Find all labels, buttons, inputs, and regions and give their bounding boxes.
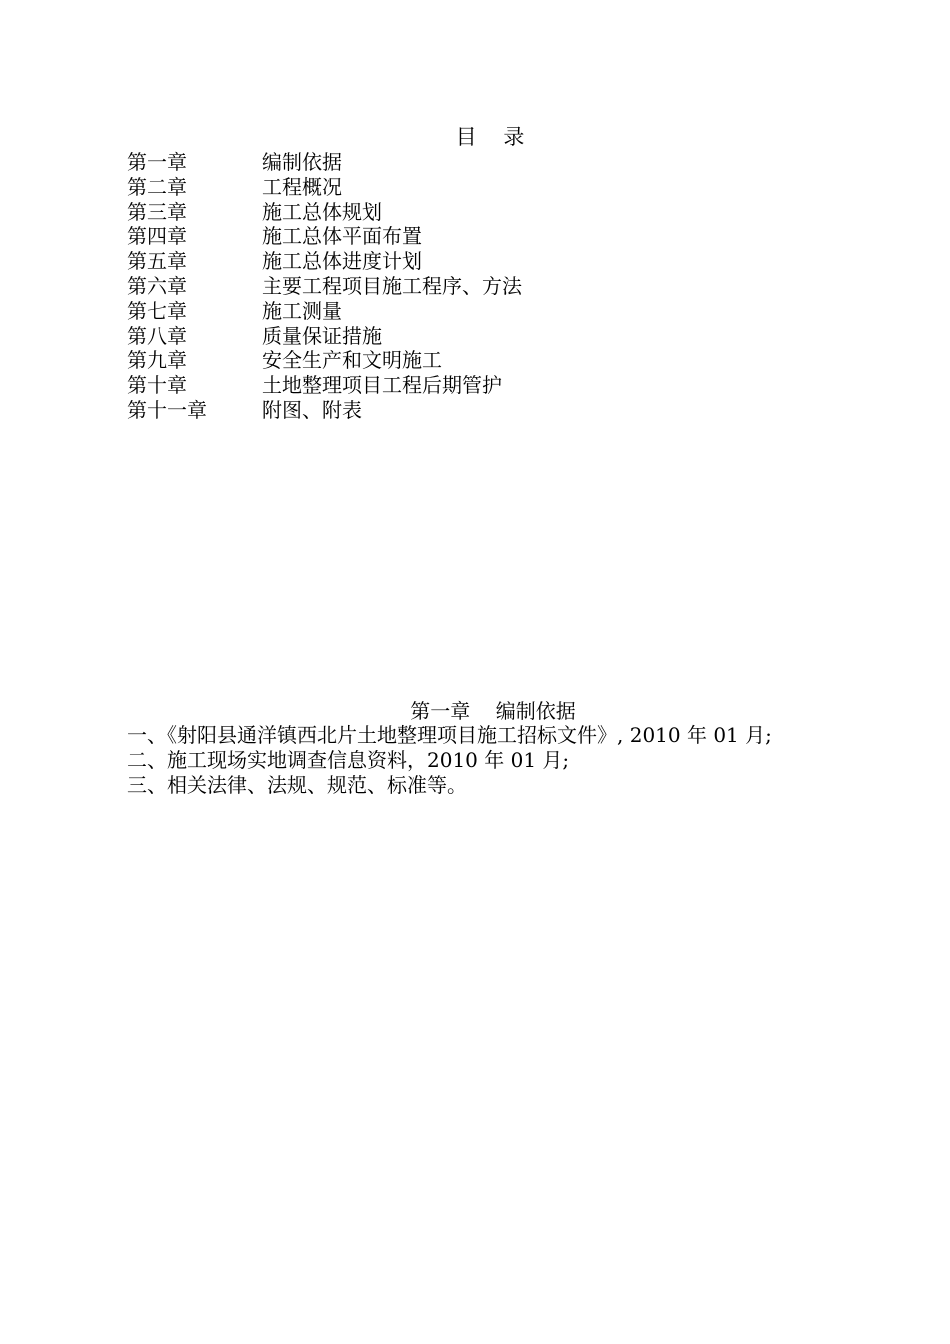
toc-entry <box>127 249 522 274</box>
toc-chapter-label: 第八章 <box>127 323 187 348</box>
toc-chapter-label: 第五章 <box>127 249 187 274</box>
toc-entry <box>127 150 522 175</box>
toc-entry <box>127 398 522 423</box>
toc-chapter-name: 施工总体规划 <box>262 199 382 224</box>
toc-chapter-name: 质量保证措施 <box>262 323 382 348</box>
toc-chapter-name: 编制依据 <box>262 150 342 174</box>
toc-chapter-label: 第十章 <box>127 373 187 398</box>
toc-chapter-name: 施工总体进度计划 <box>262 249 422 274</box>
toc-chapter-label: 第二章 <box>127 174 187 199</box>
toc-chapter-name: 主要工程项目施工程序、方法 <box>262 273 522 298</box>
toc-entry <box>127 324 522 349</box>
toc-entry <box>127 348 522 373</box>
toc-chapter-name: 土地整理项目工程后期管护 <box>262 373 502 398</box>
toc-entry <box>127 274 522 299</box>
toc-entry <box>127 224 522 249</box>
toc-entry <box>127 200 522 225</box>
toc-entry <box>127 175 522 200</box>
toc-list <box>127 150 522 423</box>
toc-chapter-label: 第十一章 <box>127 397 207 422</box>
toc-chapter-name: 施工测量 <box>262 298 342 323</box>
toc-chapter-label: 第一章 <box>127 150 187 174</box>
toc-entry <box>127 299 522 324</box>
basis-list <box>127 723 772 797</box>
toc-chapter-name: 附图、附表 <box>262 397 362 422</box>
basis-item: 三、相关法律、法规、规范、标准等。 <box>127 772 467 797</box>
toc-chapter-name: 安全生产和文明施工 <box>262 348 442 373</box>
toc-chapter-label: 第六章 <box>127 273 187 298</box>
toc-chapter-label: 第三章 <box>127 199 187 224</box>
chapter-1-title: 第一章 编制依据 <box>410 699 576 723</box>
toc-chapter-label: 第四章 <box>127 224 187 249</box>
toc-chapter-name: 工程概况 <box>262 174 342 199</box>
toc-chapter-label: 第七章 <box>127 298 187 323</box>
basis-item: 二、施工现场实地调查信息资料，2010 年 01 月; <box>127 747 570 772</box>
toc-chapter-label: 第九章 <box>127 348 187 373</box>
basis-item: 一、《射阳县通洋镇西北片土地整理项目施工招标文件》, 2010 年 01 月; <box>127 723 772 747</box>
toc-entry <box>127 373 522 398</box>
toc-chapter-name: 施工总体平面布置 <box>262 224 422 249</box>
toc-title: 目 录 <box>455 125 525 149</box>
